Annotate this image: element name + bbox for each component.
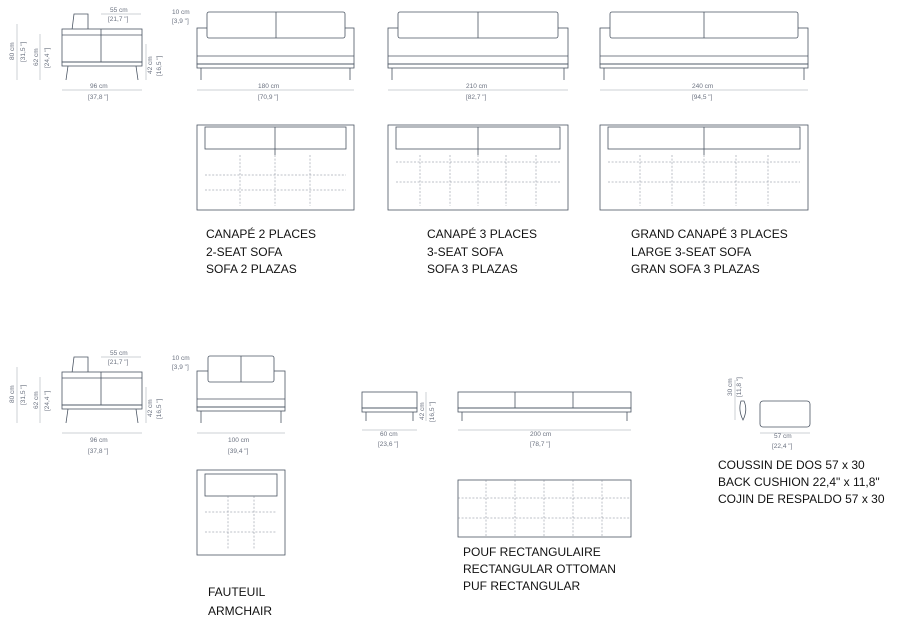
armchair-seat-dim: 42 cm — [147, 399, 154, 417]
sofa-height-dim-in: [31,5 "] — [20, 41, 27, 62]
pouf-width-dim-in: [78,7 "] — [530, 441, 551, 448]
cushion-width-dim: 57 cm — [774, 433, 792, 440]
sofa-large-labels — [631, 226, 788, 276]
pouf-label-es: PUF RECTANGULAR — [463, 579, 581, 593]
sofa-2-width-dim-in: [70,9 "] — [258, 94, 279, 101]
back-cushion-views — [727, 377, 810, 450]
sofa-2-top-dim-in: [3,9 "] — [172, 18, 189, 25]
armchair-plan-view — [197, 470, 285, 555]
armchair-arm-dim-in: [24,4 "] — [44, 390, 51, 411]
sofa-2-width-dim: 180 cm — [258, 83, 280, 90]
pouf-label-en: RECTANGULAR OTTOMAN — [463, 562, 616, 576]
sofa-3-label-es: SOFA 3 PLAZAS — [427, 262, 518, 276]
sofa-3-width-dim-in: [82,7 "] — [466, 94, 487, 101]
sofa-3-width-dim: 210 cm — [466, 83, 488, 90]
sofa-seat-dim-in: [16,5 "] — [156, 55, 163, 76]
armchair-label-en: ARMCHAIR — [208, 604, 273, 618]
sofa-3-label-en: 3-SEAT SOFA — [427, 245, 504, 259]
sofa-2-label-fr: CANAPÉ 2 PLACES — [206, 227, 317, 241]
sofa-2-top-dim: 10 cm — [172, 9, 190, 16]
sofa-3-plan-view — [388, 125, 568, 210]
sofa-2-plan-view — [197, 125, 354, 210]
sofa-arm-dim: 62 cm — [33, 48, 40, 66]
armchair-cushion-dim-in: [21,7 "] — [108, 359, 129, 366]
sofa-height-dim: 80 cm — [9, 42, 16, 60]
armchair-arm-dim: 62 cm — [33, 391, 40, 409]
pouf-height-dim-in: [16,5 "] — [429, 401, 436, 422]
sofa-3-label-fr: CANAPÉ 3 PLACES — [427, 227, 538, 241]
cushion-label-es: COJIN DE RESPALDO 57 x 30 — [718, 492, 885, 506]
pouf-label-fr: POUF RECTANGULAIRE — [463, 545, 601, 559]
sofa-side-width-dim: 96 cm — [90, 83, 108, 90]
armchair-top-dim: 10 cm — [172, 355, 190, 362]
sofa-large-width-dim: 240 cm — [692, 83, 714, 90]
sofa-side-view — [9, 7, 163, 101]
pouf-height-dim: 42 cm — [419, 402, 426, 420]
cushion-label-fr: COUSSIN DE DOS 57 x 30 — [718, 458, 865, 472]
sofa-cushion-dim-in: [21,7 "] — [108, 16, 129, 23]
sofa-3-front-view — [388, 12, 568, 101]
sofa-arm-dim-in: [24,4 "] — [44, 47, 51, 68]
sofa-2-labels — [206, 226, 316, 276]
armchair-top-dim-in: [3,9 "] — [172, 364, 189, 371]
armchair-width-dim-in: [39,4 "] — [228, 448, 249, 455]
sofa-2-front-view — [172, 9, 354, 101]
armchair-width-dim: 100 cm — [228, 437, 250, 444]
sofa-cushion-dim: 55 cm — [110, 7, 128, 14]
cushion-height-dim-in: [11,8 "] — [736, 377, 743, 397]
cushion-width-dim-in: [22,4 "] — [772, 443, 793, 450]
sofa-large-width-dim-in: [94,5 "] — [692, 94, 713, 101]
pouf-depth-dim-in: [23,6 "] — [378, 441, 399, 448]
sofa-large-label-en: LARGE 3-SEAT SOFA — [631, 245, 752, 259]
sofa-large-label-es: GRAN SOFA 3 PLAZAS — [631, 262, 760, 276]
armchair-front-view — [172, 355, 285, 455]
armchair-label-fr: FAUTEUIL — [208, 585, 266, 599]
back-cushion-labels — [718, 458, 885, 506]
pouf-front-view — [458, 392, 631, 448]
armchair-cushion-dim: 55 cm — [110, 350, 128, 357]
pouf-plan-view — [458, 480, 631, 537]
armchair-side-view — [9, 350, 163, 455]
armchair-height-dim: 80 cm — [9, 385, 16, 403]
pouf-depth-dim: 60 cm — [380, 431, 398, 438]
sofa-side-width-dim-in: [37,8 "] — [88, 94, 109, 101]
cushion-height-dim: 30 cm — [727, 378, 734, 396]
armchair-side-width-dim: 96 cm — [90, 437, 108, 444]
sofa-2-label-en: 2-SEAT SOFA — [206, 245, 283, 259]
armchair-seat-dim-in: [16,5 "] — [156, 398, 163, 419]
sofa-2-label-es: SOFA 2 PLAZAS — [206, 262, 297, 276]
pouf-width-dim: 200 cm — [530, 431, 552, 438]
sofa-large-plan-view — [600, 125, 808, 210]
armchair-side-width-dim-in: [37,8 "] — [88, 448, 109, 455]
sofa-large-label-fr: GRAND CANAPÉ 3 PLACES — [631, 227, 788, 241]
sofa-3-labels — [427, 226, 537, 276]
sofa-seat-dim: 42 cm — [147, 56, 154, 74]
armchair-height-dim-in: [31,5 "] — [20, 384, 27, 405]
sofa-large-front-view — [600, 12, 808, 101]
pouf-labels — [463, 545, 616, 593]
cushion-label-en: BACK CUSHION 22,4" x 11,8" — [718, 475, 880, 489]
pouf-side-view — [362, 392, 436, 448]
armchair-labels — [208, 585, 272, 618]
